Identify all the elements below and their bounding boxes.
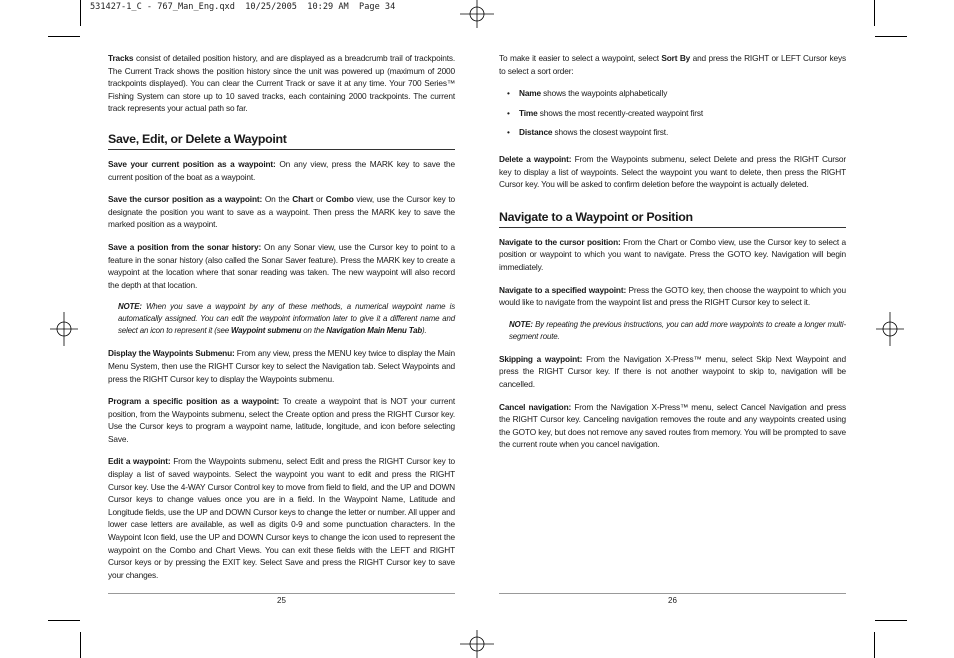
multi-segment-route-note: [499, 319, 846, 343]
crop-mark: [80, 0, 81, 26]
combo-term: Combo: [325, 194, 354, 205]
tracks-text: consist of detailed position history, and are displayed as a breadcrumb trail of trackpoints. The Current Track shows the position history since the unit was powered up (maximum of 2000 trackpoints displayed). You can clear the Current Track or save it at any time. Your 700 Series™ Fishing System can store up to 10 saved tracks, each containing 2000 trackpoints. The current track represents your actual path so far.: [108, 53, 455, 114]
left-page-number: 25: [277, 596, 286, 605]
left-footer-rule: [108, 593, 455, 594]
sort-name-term: Name: [519, 88, 541, 99]
file-slug: 531427-1_C - 767_Man_Eng.qxd 10/25/2005 10:29 AM Page 34: [90, 2, 396, 12]
program-waypoint-paragraph: [108, 395, 455, 445]
sort-by-term: Sort By: [661, 53, 691, 63]
waypoint-name-note: [108, 301, 455, 337]
sort-order-list: [499, 87, 846, 139]
display-waypoints-submenu-lead: Display the Waypoints Submenu:: [108, 348, 235, 359]
note-text-3: ).: [422, 326, 427, 336]
registration-mark-top-icon: [458, 0, 496, 30]
list-item: [519, 87, 846, 100]
left-page-column: [108, 52, 455, 591]
save-cursor-text-3: view, use the Cursor key to designate the position you want to save as a waypoint. Then press the MARK key to save the marked position as a waypoint.: [108, 194, 455, 230]
cancel-navigation-paragraph: [499, 401, 846, 451]
crop-mark: [80, 632, 81, 658]
skipping-waypoint-text: From the Navigation X-Press™ menu, select Skip Next Waypoint and press the RIGHT Cursor key. If there is not another waypoint to skip to, navigation will be cancelled.: [499, 353, 846, 389]
right-page-number: 26: [668, 596, 677, 605]
save-current-position-paragraph: [108, 158, 455, 183]
crop-mark: [874, 632, 875, 658]
crop-mark: [48, 36, 80, 37]
save-sonar-history-lead: Save a position from the sonar history:: [108, 241, 262, 252]
edit-waypoint-lead: Edit a waypoint:: [108, 456, 171, 467]
tracks-term: Tracks: [108, 53, 134, 63]
save-cursor-position-lead: Save the cursor position as a waypoint:: [108, 194, 263, 205]
navigation-main-menu-tab-ref: Navigation Main Menu Tab: [326, 326, 423, 336]
note-text-2: on the: [301, 326, 327, 336]
sort-time-text: shows the most recently-created waypoint first: [537, 107, 704, 118]
program-waypoint-text: To create a waypoint that is NOT your current position, from the Waypoints submenu, select the Create option and press the RIGHT Cursor key. Use the Cursor keys to program a waypoint name, latitude, longitude, and icon before selecting Save.: [108, 396, 455, 444]
save-current-position-text: On any view, press the MARK key to save the current position of the boat as a waypoint.: [108, 158, 455, 182]
registration-mark-right-icon: [874, 310, 904, 348]
save-current-position-lead: Save your current position as a waypoint:: [108, 158, 276, 169]
delete-waypoint-paragraph: [499, 153, 846, 191]
edit-waypoint-paragraph: [108, 455, 455, 581]
right-note-text: By repeating the previous instructions, you can add more waypoints to create a longer multi-segment route.: [509, 319, 846, 341]
crop-mark: [875, 620, 907, 621]
sort-time-term: Time: [519, 107, 538, 118]
display-waypoints-submenu-text: From any view, press the MENU key twice to display the Main Menu System, then use the RIGHT Cursor key to select the Navigation tab. Select Waypoints and press the RIGHT Cursor key to display the Waypoints submenu.: [108, 348, 455, 384]
registration-mark-left-icon: [50, 310, 80, 348]
save-edit-delete-heading: Save, Edit, or Delete a Waypoint: [108, 131, 455, 150]
registration-mark-bottom-icon: [458, 628, 496, 658]
tracks-paragraph: [108, 52, 455, 115]
note-lead: NOTE:: [118, 302, 142, 312]
skipping-waypoint-lead: Skipping a waypoint:: [499, 353, 583, 364]
save-cursor-text-2: or: [313, 194, 326, 205]
note-text-1: When you save a waypoint by any of these methods, a numerical waypoint name is automatically assigned. You can edit the waypoint information later to give it a different name and select an icon to represent it (see: [118, 302, 455, 336]
right-note-lead: NOTE:: [509, 319, 533, 329]
navigate-cursor-position-paragraph: [499, 236, 846, 274]
sort-intro-text-1: To make it easier to select a waypoint, select: [499, 53, 662, 63]
save-sonar-history-text: On any Sonar view, use the Cursor key to point to a feature in the sonar history (also called the Sonar Saver feature). Press the MARK key to create a waypoint at the location where that sonar reading was taken. The new waypoint will also record the depth at that location.: [108, 241, 455, 290]
sort-distance-term: Distance: [519, 127, 553, 138]
cancel-navigation-lead: Cancel navigation:: [499, 401, 572, 412]
list-item: [519, 126, 846, 139]
navigate-specified-waypoint-paragraph: [499, 284, 846, 309]
sort-by-intro-paragraph: [499, 52, 846, 77]
save-cursor-position-paragraph: [108, 193, 455, 231]
crop-mark: [48, 620, 80, 621]
edit-waypoint-text: From the Waypoints submenu, select Edit and press the RIGHT Cursor key to display a list of saved waypoints. Select the waypoint you want to edit and press the RIGHT Cursor key. Use the 4-WAY Cursor Control key to move from field to field, and the UP and DOWN Cursor keys to change values once you are in a field. In the Waypoint Name, Latitude and Longitude fields, use the UP and DOWN Cursor keys to change the letter or number. All upper and lower case letters are available, as well as digits 0-9 and some punctuation characters. In the Waypoint Icon field, use the UP and DOWN Cursor keys to change the icon used to represent the waypoint on the Combo and Chart Views. You can exit these fields with the LEFT and RIGHT Cursor keys or by pressing the EXIT key. Select Save and press the RIGHT Cursor key to save your changes.: [108, 456, 455, 580]
cancel-navigation-text: From the Navigation X-Press™ menu, select Cancel Navigation and press the RIGHT Cursor key. Canceling navigation removes the route and any waypoints created using the GOTO key, but does not remove any saved routes from memory. You will be prompted to save the current route when you cancel navigation.: [499, 401, 846, 450]
right-footer-rule: [499, 593, 846, 594]
delete-waypoint-lead: Delete a waypoint:: [499, 153, 572, 164]
delete-waypoint-text: From the Waypoints submenu, select Delete and press the RIGHT Cursor key to display a list of waypoints. Select the waypoint you want to delete, then press the RIGHT Cursor key. You will be asked to confirm deletion before the waypoint is actually deleted.: [499, 153, 846, 190]
list-item: [519, 107, 846, 120]
waypoint-submenu-ref: Waypoint submenu: [231, 326, 302, 336]
sort-intro-text-2: and press the RIGHT or LEFT Cursor keys to select a sort order:: [499, 53, 846, 76]
crop-mark: [874, 0, 875, 26]
right-page-column: [499, 52, 846, 461]
skipping-waypoint-paragraph: [499, 353, 846, 391]
navigate-specified-waypoint-text: Press the GOTO key, then choose the waypoint to which you would like to navigate from the waypoint list and press the RIGHT Cursor key to select it.: [499, 284, 846, 308]
save-sonar-history-paragraph: [108, 241, 455, 291]
program-waypoint-lead: Program a specific position as a waypoint:: [108, 396, 280, 407]
navigate-cursor-position-text: From the Chart or Combo view, use the Cursor key to select a position or waypoint to which you want to navigate. Press the GOTO key. Navigation will begin immediately.: [499, 236, 846, 272]
navigate-specified-waypoint-lead: Navigate to a specified waypoint:: [499, 284, 627, 295]
chart-term: Chart: [292, 194, 314, 205]
display-waypoints-submenu-paragraph: [108, 347, 455, 385]
crop-mark: [875, 36, 907, 37]
sort-name-text: shows the waypoints alphabetically: [541, 88, 668, 99]
navigate-cursor-position-lead: Navigate to the cursor position:: [499, 236, 621, 247]
save-cursor-text-1: On the: [262, 194, 293, 205]
navigate-heading: Navigate to a Waypoint or Position: [499, 209, 846, 228]
sort-distance-text: shows the closest waypoint first.: [552, 127, 669, 138]
